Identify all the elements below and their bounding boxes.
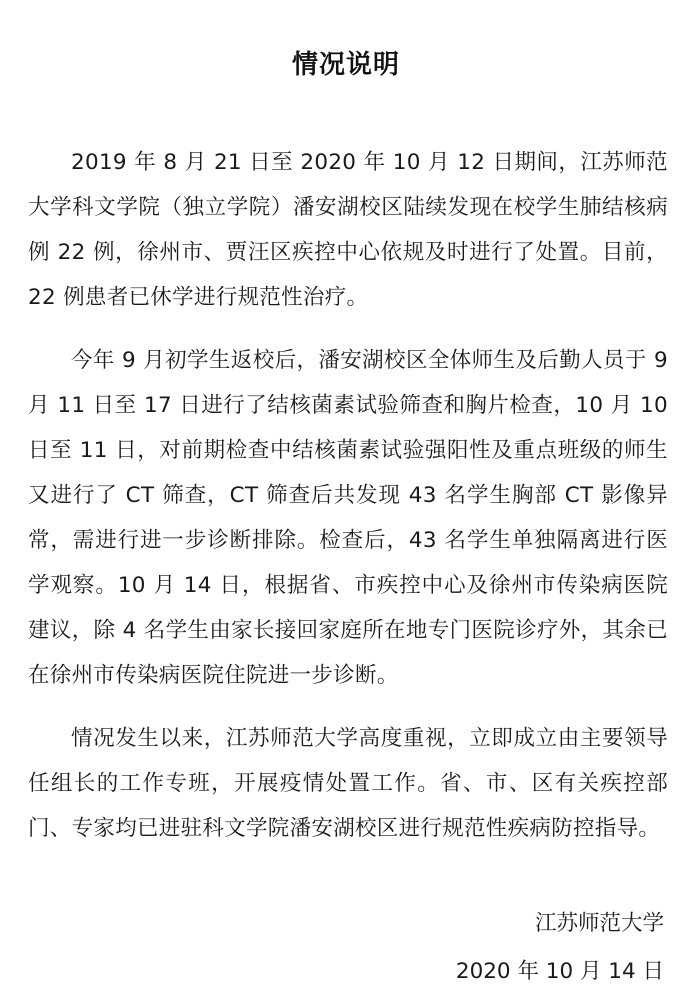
date: 2020 年 10 月 14 日	[455, 959, 664, 984]
paragraph-2: 今年 9 月初学生返校后，潘安湖校区全体师生及后勤人员于 9 月 11 日至 17 日进行了结核菌素试验筛查和胸片检查，10 月 10 日至 11 日，对前期检查中结核菌素试验强阳性及重点班级的师生又进行了 CT 筛查，CT 筛查后共发现 43 名学生胸部 CT 影像异常，需进行进一步诊断排除。检查后，43 名学生单独隔离进行医学观察。10 月 14 日，根据省、市疾控中心及徐州市传染病医院建议，除 4 名学生由家长接回家庭所在地专门医院诊疗外，其余已在徐州市传染病医院住院进一步诊断。	[28, 348, 668, 688]
document-body	[28, 140, 668, 869]
paragraph-1: 2019 年 8 月 21 日至 2020 年 10 月 12 日期间，江苏师范大学科文学院（独立学院）潘安湖校区陆续发现在校学生肺结核病例 22 例，徐州市、贾汪区疾控中心依规及时进行了处置。目前，22 例患者已休学进行规范性治疗。	[28, 150, 668, 310]
paragraph-3: 情况发生以来，江苏师范大学高度重视，立即成立由主要领导任组长的工作专班，开展疫情处置工作。省、市、区有关疾控部门、专家均已进驻科文学院潘安湖校区进行规范性疾病防控指导。	[28, 726, 668, 841]
signature: 江苏师范大学	[534, 911, 664, 936]
document-title: 情况说明	[291, 50, 400, 80]
